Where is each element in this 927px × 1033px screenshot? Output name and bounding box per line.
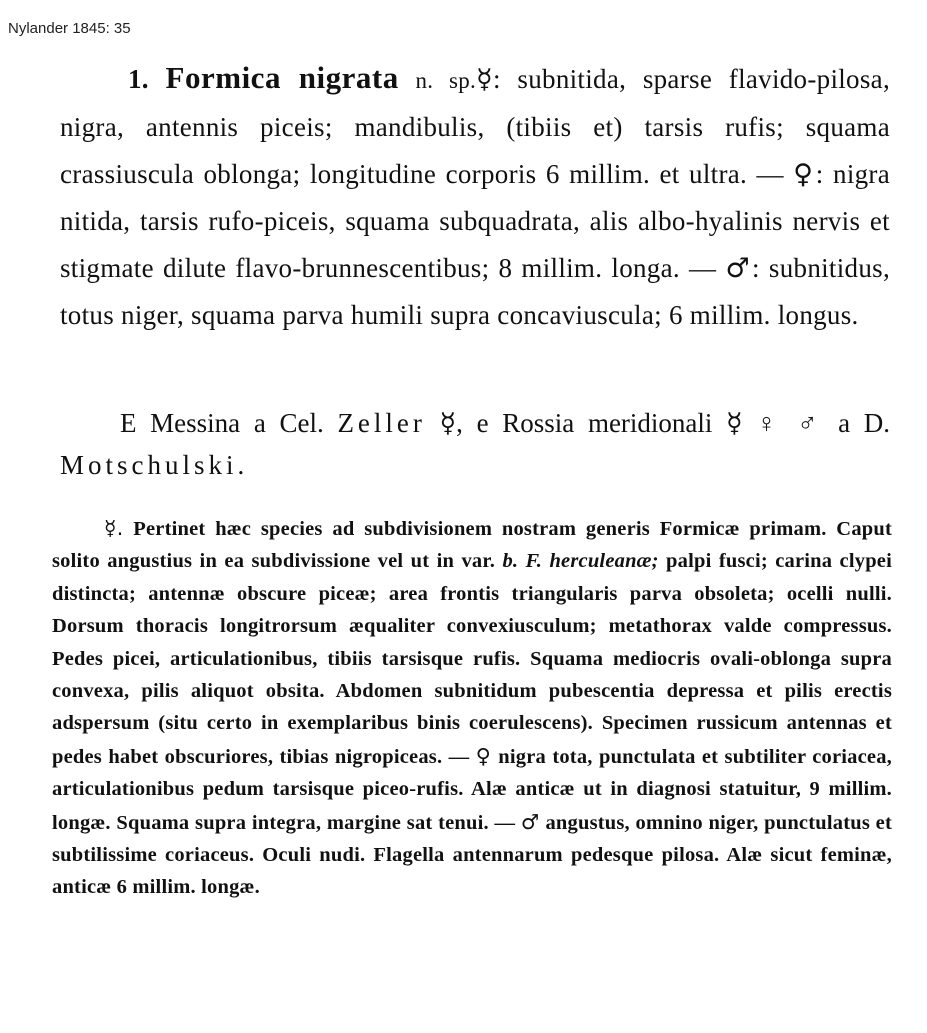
female-symbol-icon: ♀ bbox=[793, 159, 816, 190]
male-description: : subnitidus, totus niger, squama parva humili supra concaviuscula; 6 millim. longus. bbox=[60, 253, 890, 330]
locality-text-a: E Messina a Cel. bbox=[120, 408, 338, 438]
worker-description: : subnitida, sparse flavido-pilosa, nigra, antennis piceis; mandibulis, (tibiis et) tarsis rufis; squama crassiuscula oblonga; longitudine corporis 6 millim. et ultra. — bbox=[60, 64, 890, 189]
worker-symbol-icon: ☿. bbox=[104, 516, 124, 540]
locality-text-c: . bbox=[237, 450, 245, 480]
notes-text-b: palpi fusci; carina clypei distincta; antennæ obscure piceæ; area frontis triangularis parva obsoleta; ocelli nulli. Dorsum thoracis longitrorsum æqualiter convexiusculum; metathorax valde compressus. Pedes picei, articulationibus, tibiis tarsisque rufis. Squama mediocris ovali-oblonga supra convexa, pilis aliquot obsita. Abdomen subnitidum pubescentia depressa et pilis erectis adspersum (situ certo in exemplaribus binis coerulescens). Specimen russicum antennas et pedes habet obscuriores, tibias nigropiceas. — bbox=[52, 550, 892, 768]
male-symbol-icon: ♂ bbox=[725, 253, 753, 284]
locality-paragraph bbox=[60, 402, 890, 486]
species-description bbox=[60, 54, 890, 339]
locality-text-b: ☿, e Rossia meridionali ☿ ♀ ♂ a D. bbox=[425, 408, 890, 438]
species-number: 1. bbox=[128, 64, 149, 94]
page-citation: Nylander 1845: 35 bbox=[8, 20, 131, 37]
notes-text-c: nigra tota, punctulata et subtiliter coriacea, articulationibus pedum tarsisque piceo-rufis. Alæ anticæ ut in diagnosi statuitur, 9 millim. longæ. Squama supra integra, margine sat tenui. — bbox=[52, 745, 893, 834]
variety-reference: b. F. herculeanæ; bbox=[502, 550, 659, 573]
new-species-mark: n. sp. bbox=[415, 68, 477, 93]
male-symbol-icon: ♂ bbox=[520, 809, 540, 834]
worker-symbol-icon: ☿ bbox=[476, 64, 493, 95]
notes-paragraph bbox=[52, 512, 892, 904]
species-name: Formica nigrata bbox=[165, 60, 399, 95]
female-symbol-icon: ♀ bbox=[475, 743, 492, 768]
female-description: : nigra nitida, tarsis rufo-piceis, squama subquadrata, alis albo-hyalinis nervis et stigmate dilute flavo-brunnescentibus; 8 millim. longa. — bbox=[60, 159, 890, 283]
collector-motschulski: Motschulski bbox=[60, 450, 238, 480]
notes-text-a: Pertinet hæc species ad subdivisionem nostram generis Formicæ primam. Caput solito angustius in ea subdivissione vel ut in var. bbox=[52, 518, 892, 573]
notes-text-d: angustus, omnino niger, punctulatus et subtilissime coriaceus. Oculi nudi. Flagella antennarum pedesque pilosa. Alæ sicut feminæ, anticæ 6 millim. longæ. bbox=[52, 811, 892, 899]
collector-zeller: Zeller bbox=[337, 408, 426, 438]
